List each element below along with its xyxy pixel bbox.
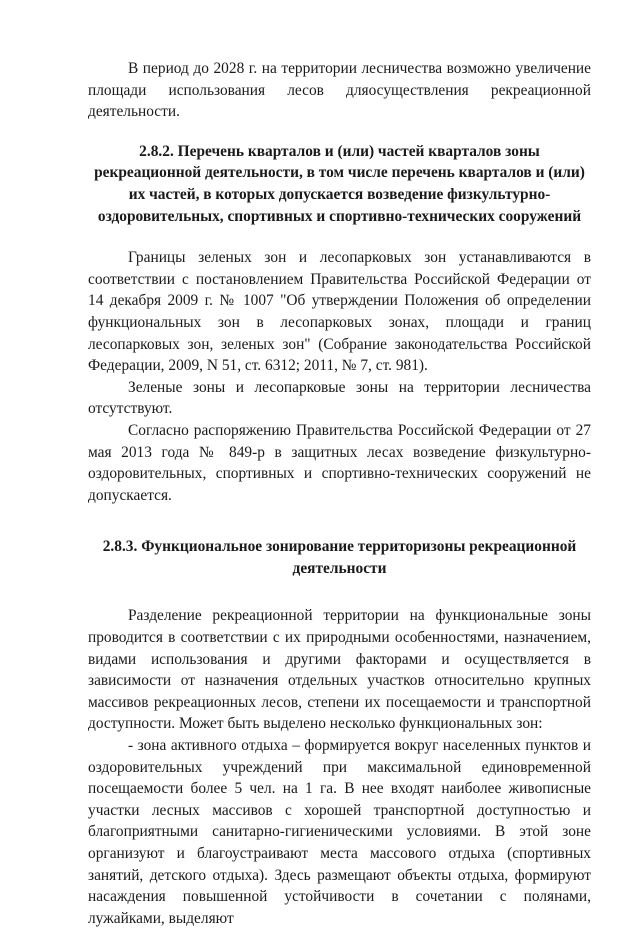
zoning-intro-paragraph: Разделение рекреационной территории на функциональные зоны проводится в соответствии с их природными особенностями, назначением, видами использования и другими факторами и осуществляется в зависимости от назначения отдельных участков относительно крупных массивов рекреационных лесов, степени их посещаемости и транспортной доступности. Может быть выделено несколько функциональных зон: [88, 607, 591, 733]
spacer [88, 227, 591, 247]
document-page [88, 58, 591, 929]
construction-prohibited-paragraph: Согласно распоряжению Правительства Российской Федерации от 27 мая 2013 года № 849-р в защитных лесах возведение физкультурно-оздоровительных, спортивных и спортивно-технических сооружений не допускается. [88, 421, 591, 504]
spacer [88, 123, 591, 141]
section-2-8-2-heading: 2.8.2. Перечень кварталов и (или) частей кварталов зоны рекреационной деятельности, в том числе перечень кварталов и (или) их частей, в которых допускается возведение физкультурно-оздоровительных, спортивных и спортивно-технических сооружений [94, 142, 585, 225]
green-zones-boundaries-paragraph: Границы зеленых зон и лесопарковых зон устанавливаются в соответствии с постановлением Правительства Российской Федерации от 14 декабря 2009 г. № 1007 "Об утверждении Положения об определении функциональных зон в лесопарковых зонах, площади и границ лесопарковых зон, зеленых зон" (Собрание законодательства Российской Федерации, 2009, N 51, ст. 6312; 2011, № 7, ст. 981). [88, 249, 591, 375]
section-2-8-3-heading: 2.8.3. Функциональное зонирование территоризоны рекреационной деятельности [102, 538, 577, 577]
spacer [88, 506, 591, 536]
green-zones-absent-paragraph: Зеленые зоны и лесопарковые зоны на территории лесничества отсутствуют. [88, 378, 591, 418]
intro-paragraph: В период до 2028 г. на территории лесничества возможно увеличение площади использования лесов дляосуществления рекреационной деятельности. [88, 60, 591, 121]
active-recreation-zone-paragraph: - зона активного отдыха – формируется вокруг населенных пунктов и оздоровительных учреждений при максимальной единовременной посещаемости более 5 чел. на 1 га. В нее входят наиболее живописные участки лесных массивов с хорошей транспортной доступностью и благоприятными санитарно-гигиеническими условиями. В этой зоне организуют и благоустраивают места массового отдыха (спортивных занятий, детского отдыха). Здесь размещают объекты отдыха, формируют насаждения повышенной устойчивости в сочетании с полянами, лужайками, выделяют [88, 737, 591, 927]
spacer [88, 579, 591, 605]
